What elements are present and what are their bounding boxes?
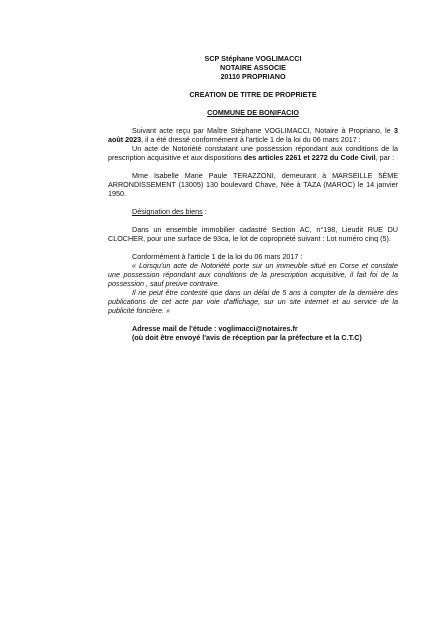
contact-email: Adresse mail de l'étude : voglimacci@notaires.fr [132, 324, 298, 333]
contact-note: (où doit être envoyé l'avis de réception par la préfecture et la C.T.C) [132, 333, 362, 342]
notoriety-text-end: , par : [375, 153, 395, 162]
office-header [108, 54, 398, 81]
act-date: 3 août 2023 [108, 126, 398, 144]
act-text-end: , il a été dressé conformément à l'article 1 de la loi du 06 mars 2017 : [141, 135, 361, 144]
office-title: NOTAIRE ASSOCIE [220, 63, 286, 72]
notice-body [108, 54, 398, 342]
commune-heading: COMMUNE DE BONIFACIO [207, 108, 299, 117]
designation-colon: : [202, 207, 207, 216]
act-text-start: Suivant acte reçu par Maître Stéphane VOGLIMACCI, Notaire à Propriano, le [132, 126, 394, 135]
civil-code-articles: des articles 2261 et 2272 du Code Civil [243, 153, 376, 162]
notice-title: CREATION DE TITRE DE PROPRIETE [189, 90, 317, 99]
office-city: 20110 PROPRIANO [220, 72, 286, 81]
property-description: Dans un ensemble immobilier cadastré Section AC, n°198, Lieudit RUE DU CLOCHER, pour une surface de 93ca, le lot de copropriété suivant : Lot numéro cinq (5). [108, 225, 398, 243]
law-quote-1: « Lorsqu'un acte de Notoriété porte sur un immeuble situé en Corse et constate une possession répondant aux conditions de la prescription acquisitive, il fait foi de la possession , sauf preuve contraire. [108, 261, 398, 288]
notoriety-text-start: Un acte de Notoriété constatant une possession répondant aux conditions de la prescription acquisitive et aux dispositions [108, 144, 398, 162]
designation-label: Désignation des biens [132, 207, 203, 216]
law-reference: Conformément à l'article 1 de la loi du 06 mars 2017 : [132, 252, 303, 261]
paragraph-act [108, 126, 398, 144]
designation-heading [108, 207, 398, 216]
law-quote-2: Il ne peut être contesté que dans un délai de 5 ans à compter de la dernière des publications de cet acte par voie d'affichage, sur un site internet et au service de la publicité foncière. » [108, 288, 398, 315]
paragraph-notoriety [108, 144, 398, 162]
person-details: Mme Isabelle Marie Paule TERAZZONI, demeurant à MARSEILLE 5ÈME ARRONDISSEMENT (13005) 130 boulevard Chave, Née à TAZA (MAROC) le 14 janvier 1950. [108, 171, 398, 198]
office-name: SCP Stéphane VOGLIMACCI [204, 54, 302, 63]
contact-block [108, 324, 398, 342]
